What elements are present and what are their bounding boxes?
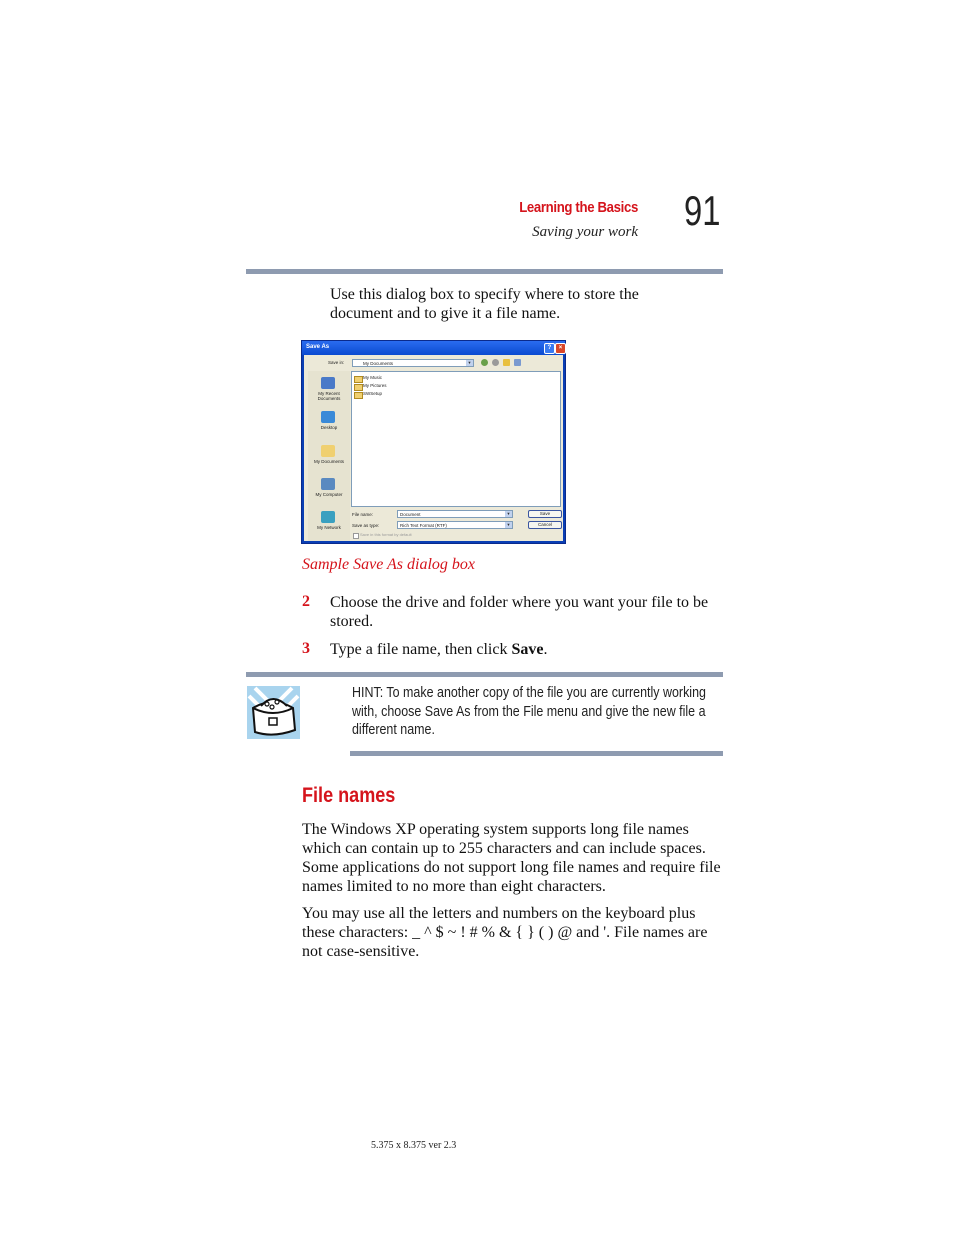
dialog-title-bar	[302, 341, 565, 355]
figure-caption: Sample Save As dialog box	[302, 556, 476, 573]
place-label: Desktop	[320, 425, 338, 430]
up-folder-icon	[492, 359, 499, 366]
save-in-label: Save in:	[328, 360, 345, 365]
places-bar	[308, 371, 350, 541]
new-folder-icon	[503, 359, 510, 366]
save-in-value: My Documents	[363, 361, 394, 366]
dialog-body	[304, 355, 563, 541]
save-button: Save	[528, 510, 562, 518]
step-number: 3	[302, 640, 310, 657]
hint-bottom-rule	[350, 751, 723, 756]
file-name-label: File name:	[352, 512, 374, 517]
header-rule	[246, 269, 723, 274]
intro-paragraph: Use this dialog box to specify where to store the document and to give it a file name.	[330, 286, 639, 322]
checkbox-label: Save in this format by default	[360, 532, 412, 537]
file-list: My Music My Pictures SWSetup	[351, 371, 561, 507]
hint-text: HINT: To make another copy of the file you are currently working with, choose Save As from the File menu and give the new file a different name.	[352, 685, 706, 738]
page-number: 91	[684, 187, 721, 234]
dialog-title: Save As	[306, 344, 330, 350]
place-label: My Documents	[313, 459, 344, 464]
step-text: Choose the drive and folder where you want your file to be stored.	[330, 594, 709, 630]
save-type-combo: Rich Text Format (RTF) ▼	[397, 521, 513, 529]
cancel-button: Cancel	[528, 521, 562, 529]
treasure-chest-icon	[247, 686, 300, 739]
close-icon: ×	[555, 343, 566, 354]
my-network-icon	[321, 511, 335, 523]
place-label: My Network	[317, 525, 341, 530]
file-name-field: Document ▼	[397, 510, 513, 518]
step-text: Type a file name, then click Save.	[330, 641, 548, 658]
folder-icon	[354, 376, 363, 383]
save-command: Save	[511, 641, 544, 658]
hint-top-rule	[246, 672, 723, 677]
section-heading: File names	[302, 784, 396, 807]
step-number: 2	[302, 593, 310, 610]
folder-icon	[354, 384, 363, 391]
chevron-down-icon: ▼	[506, 522, 511, 527]
save-in-combo	[352, 359, 474, 367]
paragraph: You may use all the letters and numbers on the keyboard plus these characters: _ ^ $ ~ ! # % & { } ( ) @ and '. File names are not case-sensitive.	[302, 905, 708, 960]
paragraph: The Windows XP operating system supports long file names which can contain up to 255 characters and can include spaces. Some applications do not support long file names and require file names limited to no more than eight characters.	[302, 821, 721, 895]
my-documents-icon	[321, 445, 335, 457]
help-icon: ?	[544, 343, 555, 354]
default-format-checkbox	[353, 533, 359, 539]
chevron-down-icon: ▼	[467, 360, 472, 365]
views-icon	[514, 359, 521, 366]
recent-documents-icon	[321, 377, 335, 389]
save-as-dialog-screenshot	[301, 340, 566, 544]
running-header-chapter: Learning the Basics	[519, 199, 638, 216]
folder-icon	[354, 392, 363, 399]
desktop-icon	[321, 411, 335, 423]
place-label: My Recent Documents	[317, 391, 341, 401]
chevron-down-icon: ▼	[506, 511, 511, 516]
back-icon	[481, 359, 488, 366]
place-label: My Computer	[315, 492, 343, 497]
running-header-section: Saving your work	[532, 224, 638, 240]
save-type-label: Save as type:	[352, 523, 380, 528]
footer-note: 5.375 x 8.375 ver 2.3	[371, 1140, 457, 1151]
my-computer-icon	[321, 478, 335, 490]
